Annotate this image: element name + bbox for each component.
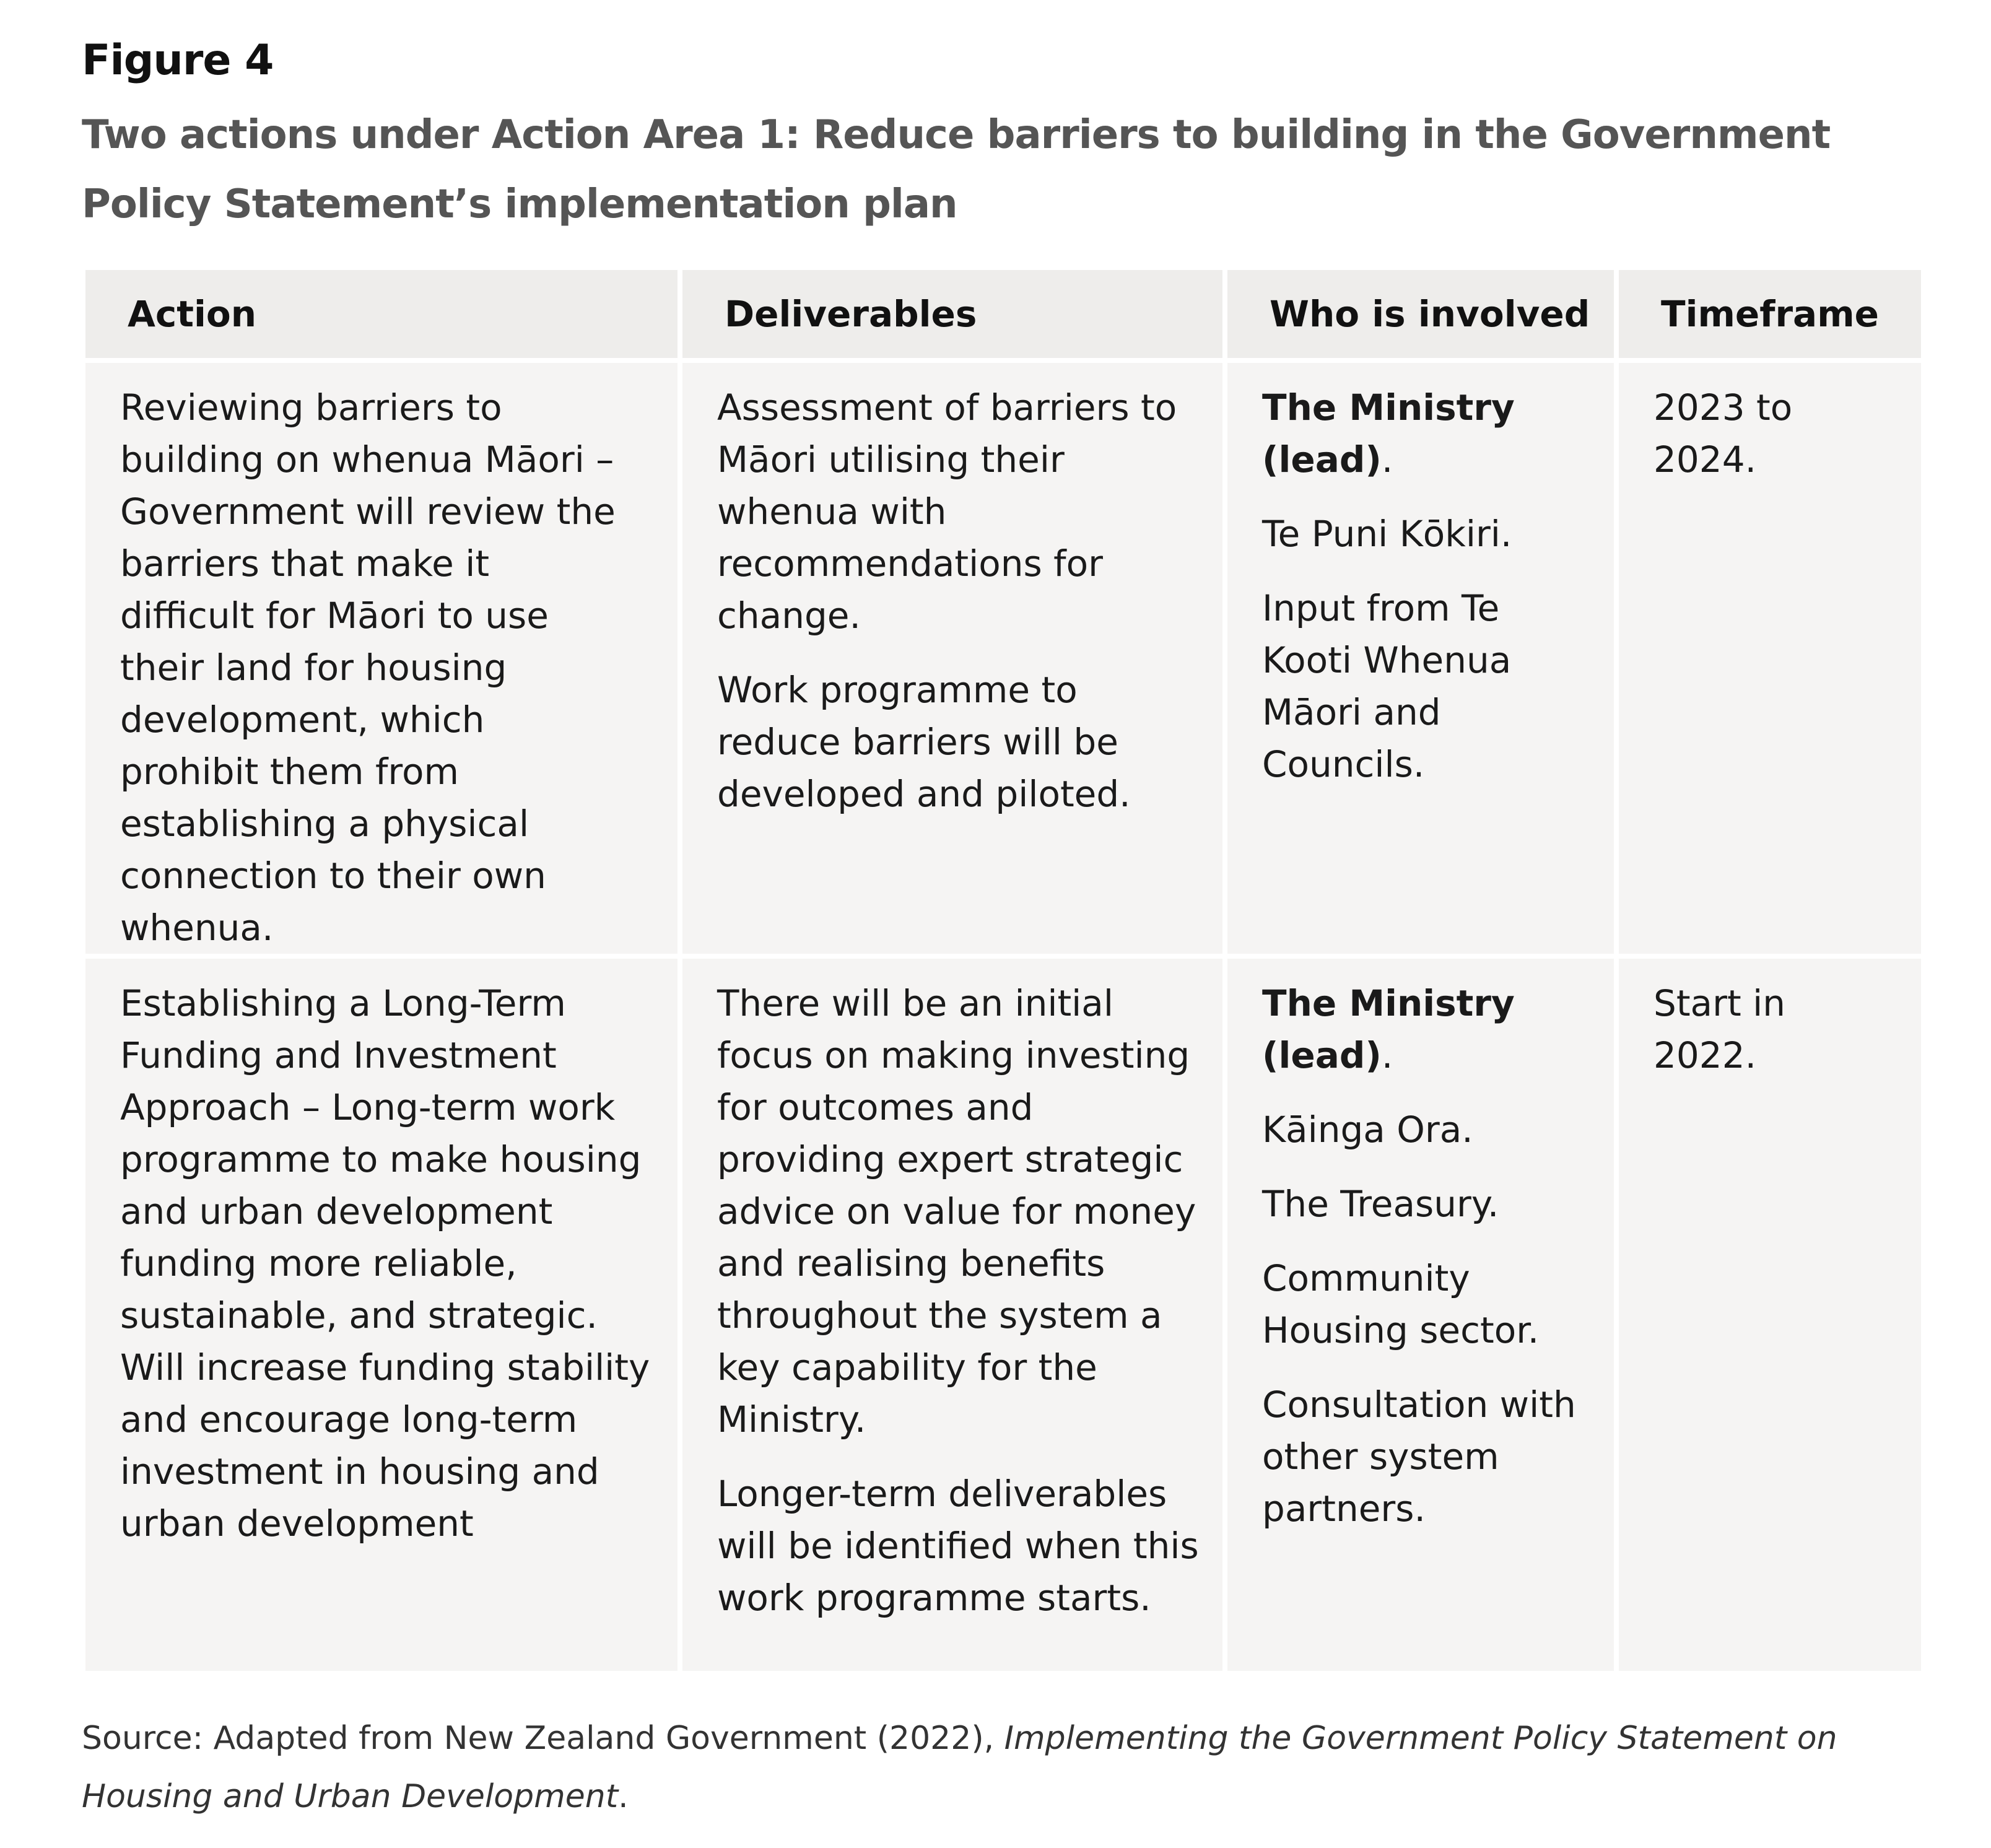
row-1-deliverable-1: Assessment of barriers to Māori utilising their whenua with recommendations for change. <box>717 386 1177 637</box>
header-timeframe: Timeframe <box>1619 270 1921 358</box>
row-2-lead-name: The Ministry (lead) <box>1262 982 1515 1076</box>
source-reference: Implementing the Government Policy Statement on Housing and Urban Development <box>82 1720 1837 1815</box>
row-2-action-text: Establishing a Long-Term Funding and Investment Approach – Long-term work programme to make housing and urban development funding more reliable, sustainable, and strategic. Will increase funding stability and encourage long-term investment in housing and urban development <box>120 982 650 1545</box>
header-action: Action <box>85 270 677 358</box>
row-2-involved-4: Consultation with other system partners. <box>1262 1384 1576 1530</box>
row-2-deliverable-1: There will be an initial focus on making investing for outcomes and providing expert strategic advice on value for money and realising benefits throughout the system a key capability for the Ministry. <box>717 982 1196 1440</box>
figure-label: Figure 4 <box>82 36 274 85</box>
row-1-who-is-involved <box>1227 363 1614 954</box>
row-2-timeframe <box>1619 959 1921 1671</box>
header-who-is-involved: Who is involved <box>1227 270 1614 358</box>
row-1-involved-1: Te Puni Kōkiri. <box>1262 513 1512 555</box>
row-2-lead-suffix: . <box>1381 1034 1393 1076</box>
actions-table <box>85 270 1921 1671</box>
row-1-action <box>85 363 677 954</box>
source-note <box>82 1709 1927 1826</box>
row-2-who-is-involved <box>1227 959 1614 1671</box>
row-1-involved-2: Input from Te Kooti Whenua Māori and Councils. <box>1262 587 1512 785</box>
row-2-involved-3: Community Housing sector. <box>1262 1257 1540 1351</box>
row-1-action-text: Reviewing barriers to building on whenua Māori – Government will review the barriers that make it difficult for Māori to use their land for housing development, which prohibit them from establishing a physical connection to their own whenua. <box>120 386 616 949</box>
row-1-timeframe-text: 2023 to 2024. <box>1653 386 1793 481</box>
row-1-deliverables <box>682 363 1222 954</box>
source-prefix: Source: Adapted from New Zealand Government (2022), <box>82 1720 1004 1757</box>
row-1-lead-name: The Ministry (lead) <box>1262 386 1515 481</box>
row-2-involved-2: The Treasury. <box>1262 1183 1499 1225</box>
row-1-deliverable-2: Work programme to reduce barriers will be developed and piloted. <box>717 669 1131 815</box>
row-1-lead-suffix: . <box>1381 438 1393 481</box>
row-2-lead <box>1262 977 1522 1081</box>
header-deliverables: Deliverables <box>682 270 1222 358</box>
row-1-lead <box>1262 381 1522 486</box>
row-2-deliverable-2: Longer-term deliverables will be identified when this work programme starts. <box>717 1473 1199 1619</box>
row-2-action <box>85 959 677 1671</box>
figure-title: Two actions under Action Area 1: Reduce barriers to building in the Government Policy Statement’s implementation plan <box>82 112 1831 227</box>
source-suffix: . <box>618 1778 629 1815</box>
row-1-timeframe <box>1619 363 1921 954</box>
row-2-deliverables <box>682 959 1222 1671</box>
row-2-timeframe-text: Start in 2022. <box>1653 982 1785 1076</box>
row-2-involved-1: Kāinga Ora. <box>1262 1109 1473 1151</box>
